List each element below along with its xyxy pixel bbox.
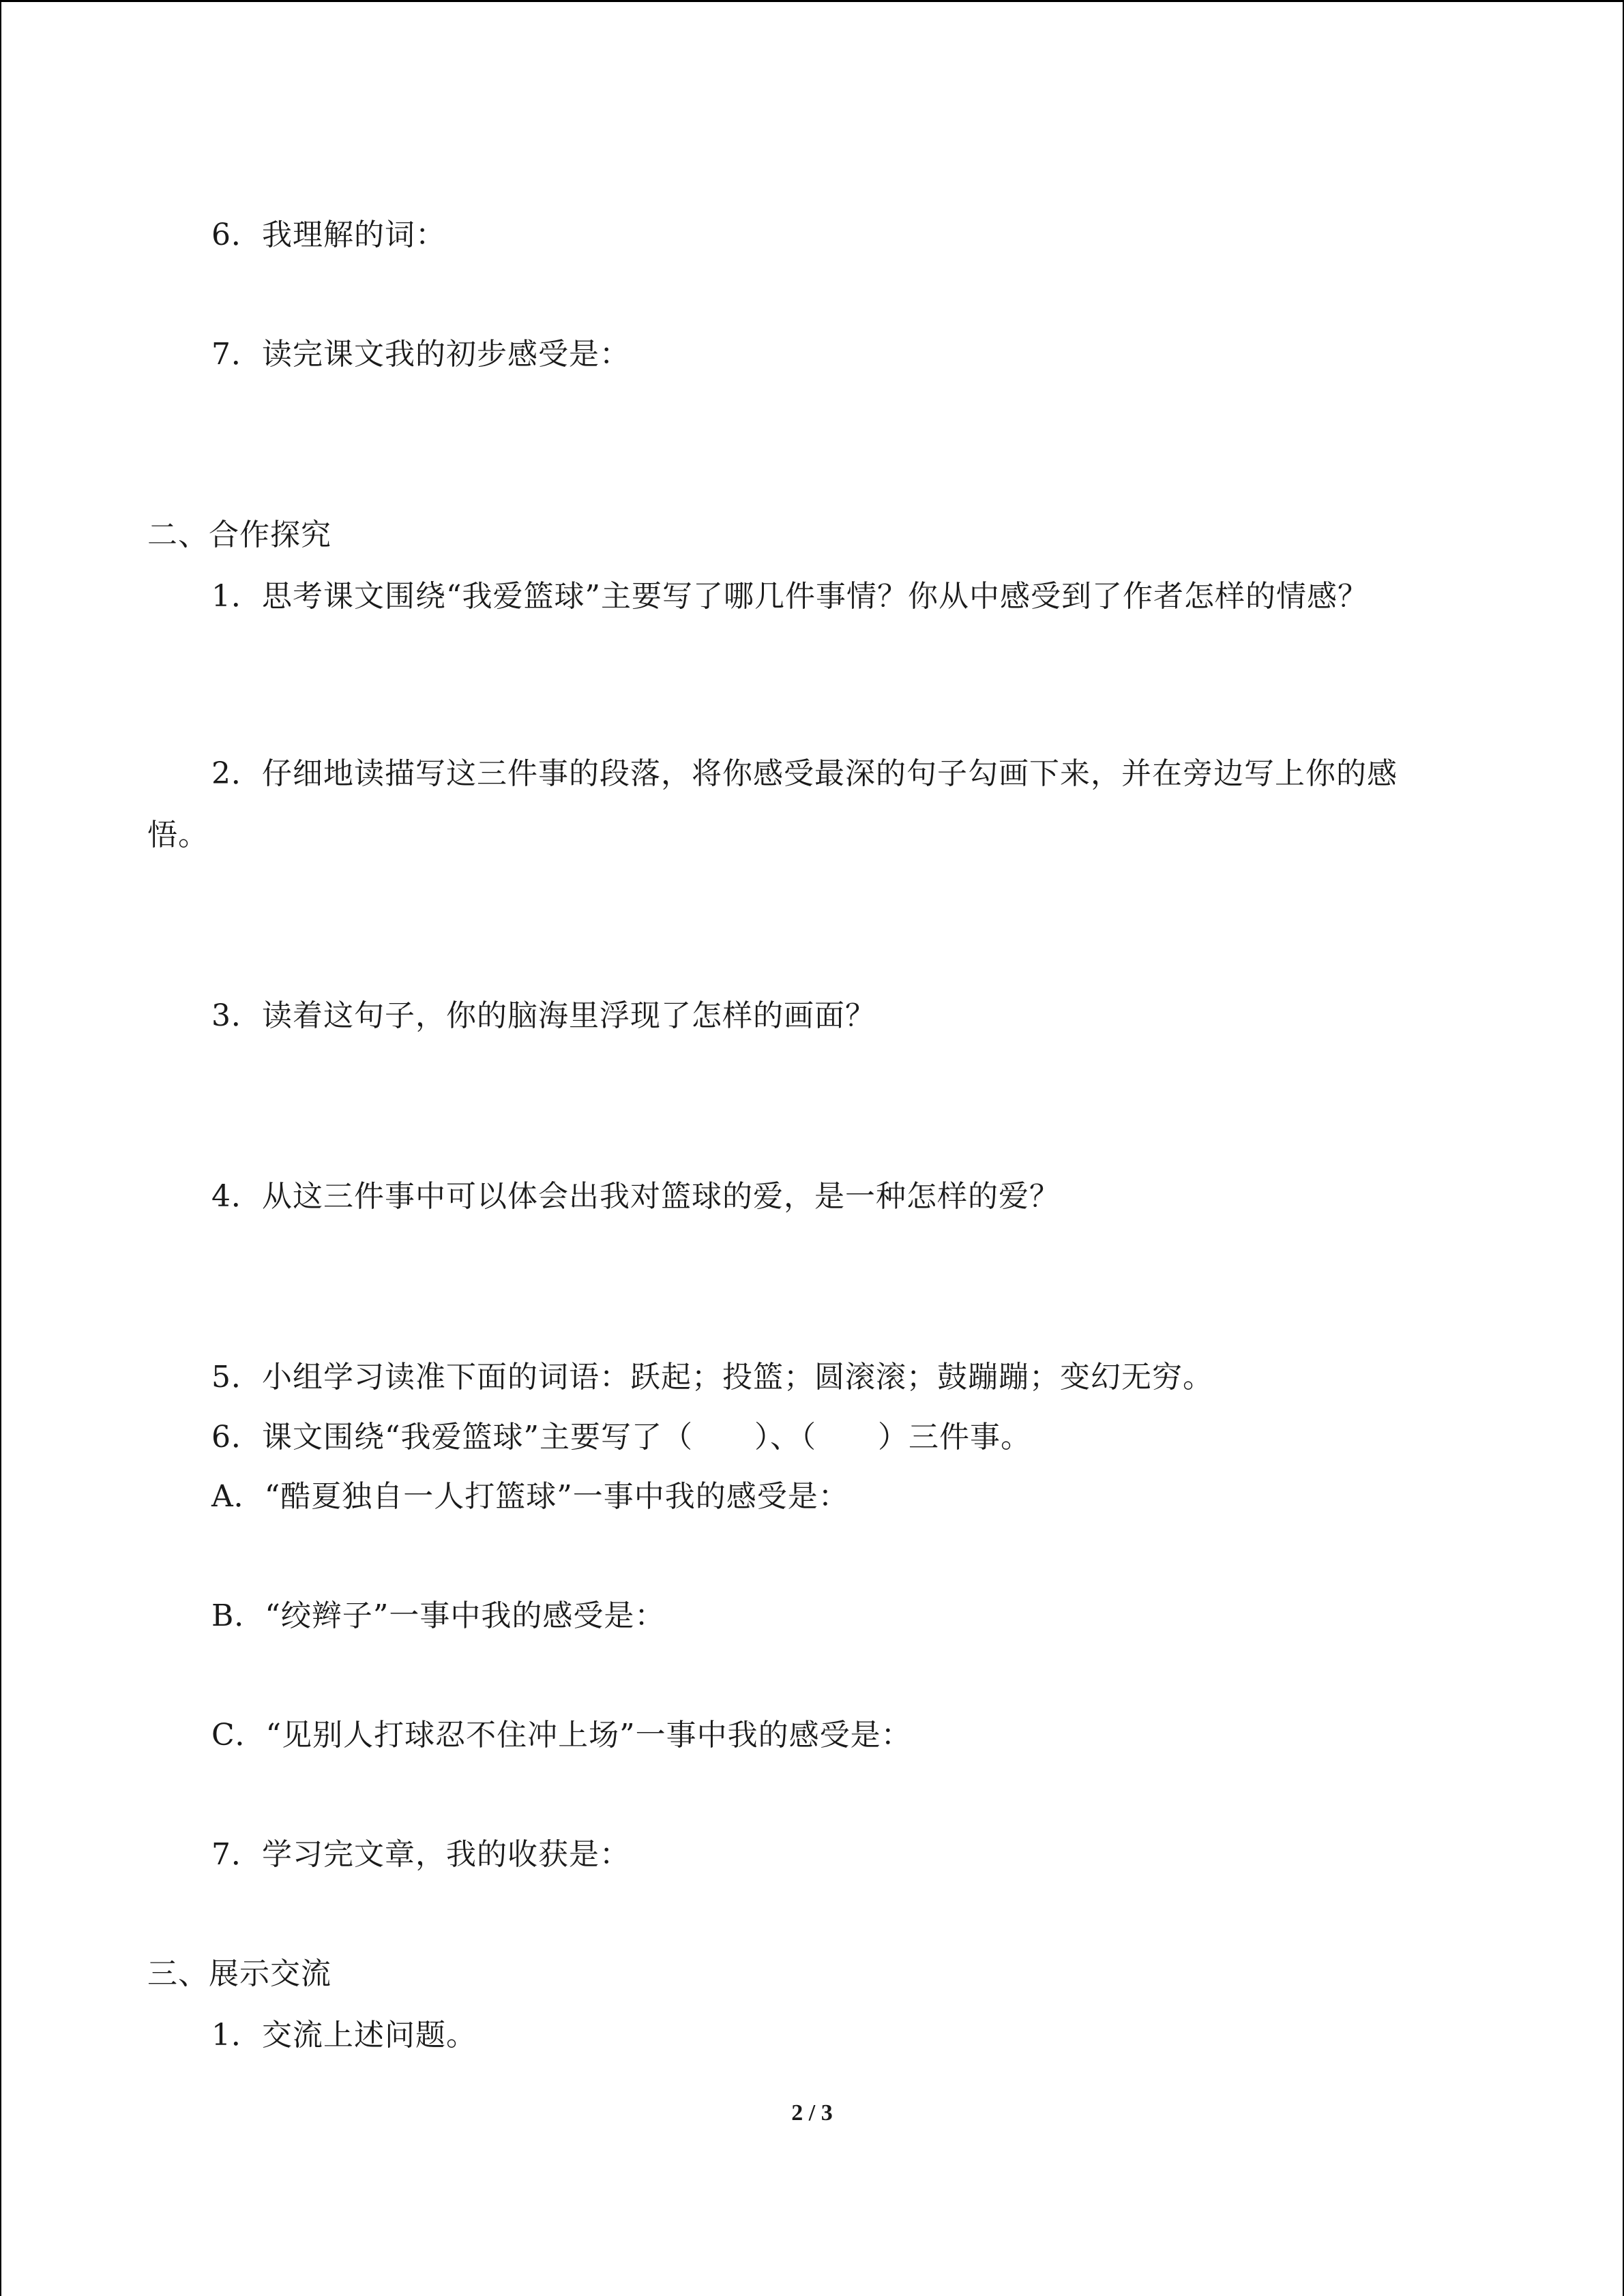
inquiry-question-2: 2．仔细地读描写这三件事的段落，将你感受最深的句子勾画下来，并在旁边写上你的感: [211, 756, 1398, 791]
inquiry-question-7: 7．学习完文章，我的收获是：: [211, 1837, 630, 1872]
inquiry-question-6-option-c: C．“见别人打球忍不住冲上场”一事中我的感受是：: [211, 1718, 912, 1753]
question-7-first-impression: 7．读完课文我的初步感受是：: [211, 337, 630, 372]
inquiry-question-1: 1．思考课文围绕“我爱篮球”主要写了哪几件事情？你从中感受到了作者怎样的情感？: [211, 579, 1368, 614]
inquiry-question-6-option-a: A．“酷夏独自一人打篮球”一事中我的感受是：: [211, 1479, 849, 1514]
inquiry-question-6: 6．课文围绕“我爱篮球”主要写了（ ）、（ ）三件事。: [211, 1420, 1031, 1455]
page-number: 2 / 3: [791, 2100, 833, 2126]
presentation-item-1: 1．交流上述问题。: [211, 2018, 477, 2053]
inquiry-question-6-option-b: B．“绞辫子”一事中我的感受是：: [211, 1598, 666, 1633]
inquiry-question-3: 3．读着这句子，你的脑海里浮现了怎样的画面？: [211, 998, 876, 1033]
inquiry-question-4: 4．从这三件事中可以体会出我对篮球的爱，是一种怎样的爱？: [211, 1179, 1060, 1214]
inquiry-question-2-continued: 悟。: [147, 818, 209, 852]
inquiry-question-5: 5．小组学习读准下面的词语：跃起；投篮；圆滚滚；鼓蹦蹦；变幻无穷。: [211, 1360, 1213, 1395]
question-6-words-understood: 6．我理解的词：: [211, 218, 446, 252]
section-heading-cooperative-inquiry: 二、合作探究: [147, 518, 331, 552]
section-heading-presentation: 三、展示交流: [147, 1956, 331, 1991]
